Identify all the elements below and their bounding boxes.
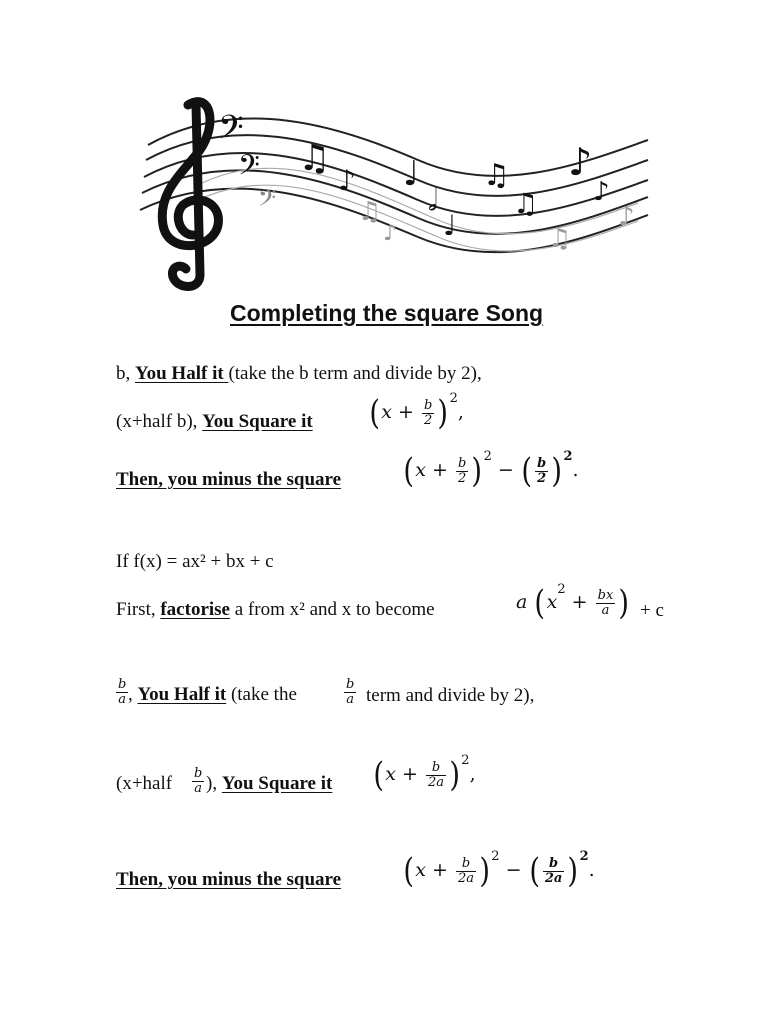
svg-text:♪: ♪ <box>593 177 610 207</box>
expr-minus-b2: (x + $\frac{b}{2}$ )$^2$ − ( $\frac{b}{2}$ )$^2$. <box>403 449 579 491</box>
svg-text:♪: ♪ <box>383 221 398 246</box>
half-explanation: (take the b term and divide by 2), <box>228 363 482 384</box>
svg-text:♪: ♪ <box>338 164 356 197</box>
svg-text:♪: ♪ <box>618 202 635 232</box>
svg-text:♫: ♫ <box>358 197 382 227</box>
svg-text:♫: ♫ <box>548 224 572 254</box>
page-title: Completing the square Song <box>230 300 544 326</box>
line-minus-square-2 <box>116 870 341 889</box>
factorise-rest: a from x² and x to become <box>230 599 435 620</box>
svg-text:𝄢: 𝄢 <box>258 184 277 217</box>
you-half-it: You Half it <box>135 363 229 384</box>
factorise-word: factorise <box>160 599 230 620</box>
if-fx-line: If f(x) = ax² + bx + c <box>116 551 274 572</box>
svg-text:♫: ♫ <box>298 138 331 179</box>
expr-factorised: a ($x^2$ + $\frac{bx}{a}$ ) <box>516 581 630 623</box>
frac-b-over-a: $\frac{b}{a}$ <box>118 677 127 707</box>
sq-mid: ), <box>206 773 218 794</box>
x-half: (x+half <box>116 773 173 794</box>
line-square <box>116 412 313 431</box>
you-square-it: You Square it <box>202 411 313 432</box>
then-minus-square: Then, you minus the square <box>116 469 342 490</box>
frac-b-over-a-2: $\frac{b}{a}$ <box>346 677 355 707</box>
svg-text:♩: ♩ <box>403 154 420 194</box>
half-text-1: (take the <box>230 684 297 705</box>
x-half-b: (x+half b), <box>116 411 203 432</box>
svg-text:♫: ♫ <box>513 187 539 220</box>
factorise-line <box>116 600 435 619</box>
frac-b-over-a-3: $\frac{b}{a}$ <box>194 766 203 796</box>
half-text-2: term and divide by 2), <box>366 685 535 706</box>
expr-square-b2: (x + $\frac{b}{2}$ )$^2$, <box>369 391 464 433</box>
first-prefix: First, <box>116 599 161 620</box>
music-staff-illustration <box>118 85 658 295</box>
you-square-it-2: You Square it <box>221 773 333 794</box>
svg-text:♪: ♪ <box>568 140 593 184</box>
line-square-2 <box>116 774 172 793</box>
text-b: b, <box>116 363 135 384</box>
you-half-it-2: You Half it <box>137 684 227 705</box>
line-minus-square <box>116 470 341 489</box>
line-b-half <box>116 364 482 383</box>
line-square-2b <box>206 774 332 793</box>
svg-text:𝄢: 𝄢 <box>218 109 244 155</box>
plus-c: + c <box>640 600 664 621</box>
svg-text:𝄢: 𝄢 <box>238 149 260 189</box>
svg-text:𝅗𝅥: 𝅗𝅥 <box>428 183 438 218</box>
expr-square-b2a: (x + $\frac{b}{2a}$ )$^2$, <box>373 753 476 795</box>
svg-text:♫: ♫ <box>483 158 510 193</box>
svg-text:♩: ♩ <box>443 209 457 242</box>
line-half-ba: , You Half it (take the <box>128 684 297 705</box>
then-minus-square-2: Then, you minus the square <box>116 869 342 890</box>
expr-minus-b2a: (x + $\frac{b}{2a}$ )$^2$ − ( $\frac{b}{2a}$ )$^2$. <box>403 849 595 891</box>
